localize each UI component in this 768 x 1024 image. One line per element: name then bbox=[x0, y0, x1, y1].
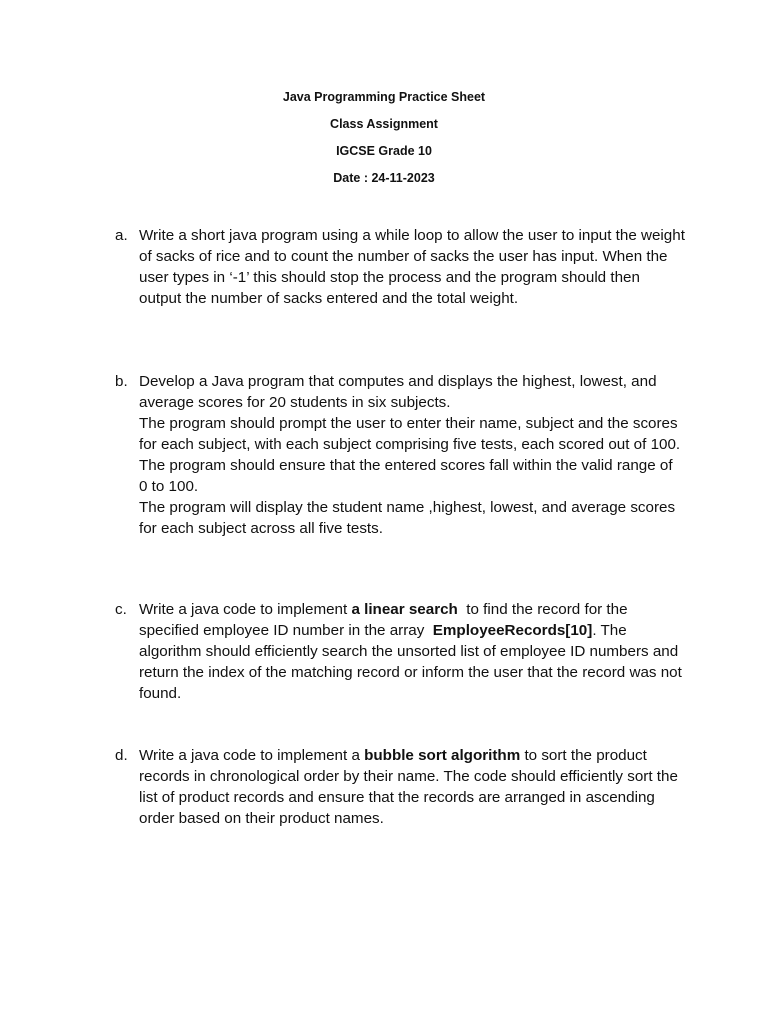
question-letter: d. bbox=[115, 747, 128, 764]
document-header bbox=[0, 84, 768, 192]
question-d bbox=[115, 745, 685, 829]
document-date: Date : 24-11-2023 bbox=[333, 171, 435, 185]
document-grade: IGCSE Grade 10 bbox=[336, 144, 432, 158]
question-paragraph: The program should ensure that the entered scores fall within the valid range of 0 to 100. bbox=[139, 457, 673, 495]
question-letter: c. bbox=[115, 601, 127, 618]
question-a bbox=[115, 225, 685, 309]
text-segment: Write a java code to implement bbox=[139, 601, 352, 618]
document-subtitle: Class Assignment bbox=[330, 117, 438, 131]
bold-term-linear-search: a linear search bbox=[351, 601, 458, 618]
text-segment: Write a java code to implement a bbox=[139, 747, 365, 764]
text-segment: . The algorithm should efficiently search the unsorted list of employee ID numbers and return the index of the matching record or inform the user that the record was not found. bbox=[139, 622, 682, 702]
text-segment: to sort the product records in chronological order by their name. The code should efficiently sort the list of product records and ensure that the records are arranged in ascending order based on their product names. bbox=[139, 747, 678, 827]
question-body bbox=[139, 745, 685, 829]
question-body bbox=[139, 225, 685, 309]
question-c bbox=[115, 599, 685, 704]
question-letter: b. bbox=[115, 373, 128, 390]
bold-term-bubble-sort: bubble sort algorithm bbox=[364, 747, 521, 764]
text-segment: to find the record for the specified employee ID number in the array bbox=[139, 601, 632, 639]
question-body bbox=[139, 599, 685, 704]
question-paragraph: The program should prompt the user to enter their name, subject and the scores for each subject, with each subject comprising five tests, each scored out of 100. bbox=[139, 415, 681, 453]
question-text: Write a short java program using a while loop to allow the user to input the weight of sacks of rice and to count the number of sacks the user has input. When the user types in ‘-1’ this should stop the process and the program should then output the number of sacks entered and the total weight. bbox=[139, 227, 685, 307]
question-paragraph: Develop a Java program that computes and displays the highest, lowest, and average scores for 20 students in six subjects. bbox=[139, 373, 657, 411]
bold-term-employee-records: EmployeeRecords[10] bbox=[432, 622, 593, 639]
document-title: Java Programming Practice Sheet bbox=[282, 90, 486, 104]
question-body bbox=[139, 371, 685, 539]
question-letter: a. bbox=[115, 227, 128, 244]
question-b bbox=[115, 371, 685, 539]
question-text bbox=[139, 599, 685, 704]
question-paragraph: The program will display the student name ,highest, lowest, and average scores for each subject across all five tests. bbox=[139, 499, 676, 537]
question-text bbox=[139, 745, 685, 829]
